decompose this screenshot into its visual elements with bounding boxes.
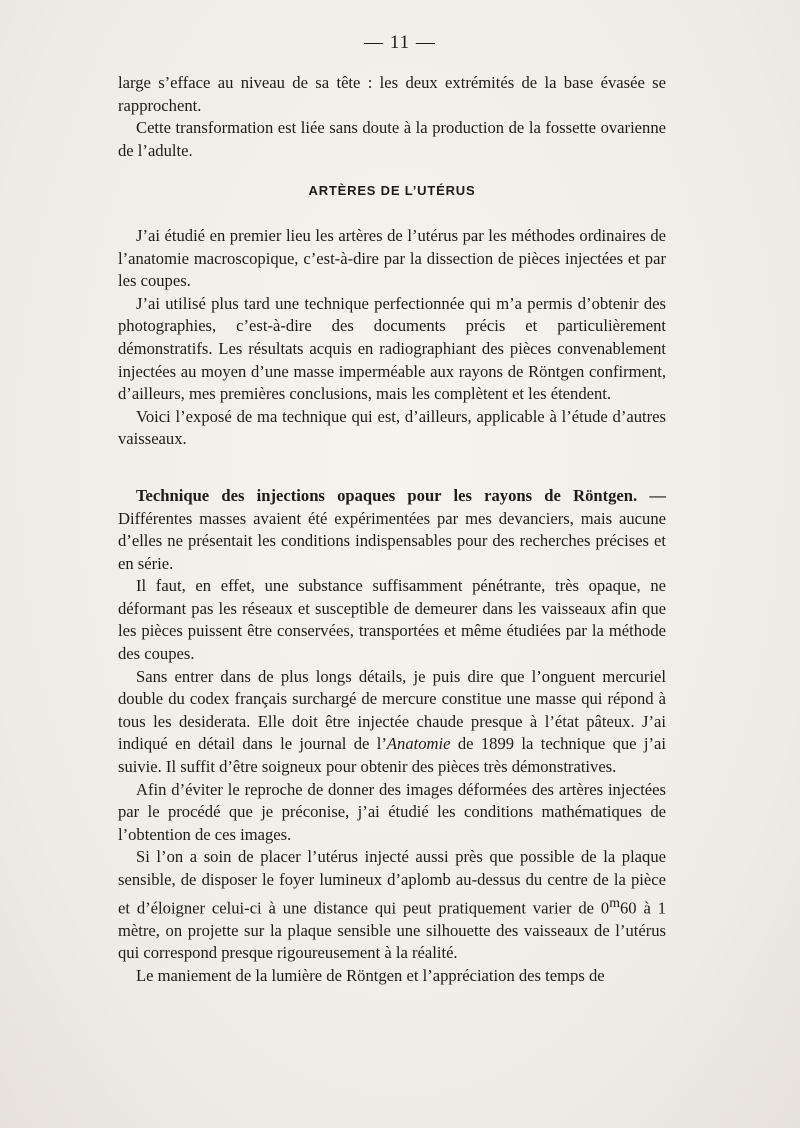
run-in-heading: Technique des injections opaques pour les rayons de Röntgen. — [136,485,666,505]
page-body [118,72,666,988]
unit-superscript: m [609,894,620,910]
paragraph-onguent-text-b: de 1899 la technique que j’ai suivie. Il suffit d’être soigneux pour obtenir des pièces très démonstratives. [118,734,666,777]
paragraph-plaque-text-a: Si l’on a soin de placer l’utérus injecté aussi près que possible de la plaque sensible, de disposer le foyer lumineux d’aplomb au-dessus du centre de la pièce et d’éloigner celui-ci à une distance qui peut pratiquement varier de 0 [118,847,666,918]
section-heading: ARTÈRES DE L’UTÉRUS [308,183,476,199]
paragraph-substance: Il faut, en effet, une substance suffisamment pénétrante, très opaque, ne déformant pas les réseaux et susceptible de demeurer dans les vaisseaux afin que les pièces puissent être conservées, transportées et même étudiées par la méthode des coupes. [118,576,666,664]
paragraph-plaque-text-b: 60 à 1 mètre, on projette sur la plaque sensible une silhouette des vaisseaux de l’utérus qui correspond presque rigoureusement à la réalité. [118,898,666,963]
paragraph-methods: J’ai étudié en premier lieu les artères de l’utérus par les méthodes ordinaires de l’anatomie macroscopique, c’est-à-dire par la dissection de pièces injectées et par les coupes. [118,225,666,291]
paragraph-technique: J’ai utilisé plus tard une technique perfectionnée qui m’a permis d’obtenir des photographies, c’est-à-dire des documents précis et particulièrement démonstratifs. Les résultats acquis en radiographiant des pièces convenablement injectées au moyen d’une masse imperméable aux rayons de Röntgen confirment, d’ailleurs, mes premières conclusions, mais les complètent et les étendent. [118,293,666,404]
paragraph-continuation: large s’efface au niveau de sa tête : les deux extrémités de la base évasée se rapprochent. [118,73,666,115]
journal-title: Anatomie [386,734,451,754]
paragraph-expose: Voici l’exposé de ma technique qui est, d’ailleurs, applicable à l’étude d’autres vaisseaux. [118,406,666,449]
paragraph-plaque [118,846,666,965]
paragraph-injections-text: Différentes masses avaient été expérimentées par mes devanciers, mais aucune d’elles ne présentait les conditions indispensables pour des recherches précises et en série. [118,508,666,573]
page-number: — 11 — [364,32,436,53]
paragraph-maniement: Le maniement de la lumière de Röntgen et l’appréciation des temps de [136,965,605,985]
paragraph-injections [118,485,666,575]
paragraph-onguent-text-a: Sans entrer dans de plus longs détails, je puis dire que l’onguent mercuriel double du codex français surchargé de mercure constitue une masse qui répond à tous les desiderata. Elle doit être injectée chaude presque à l’état pâteux. J’ai indiqué en détail dans le journal de l’ [118,666,666,754]
paragraph-onguent [118,666,666,779]
paragraph-images: Afin d’éviter le reproche de donner des images déformées des artères injectées par le procédé que je préconise, j’ai étudié les conditions mathématiques de l’obtention de ces images. [118,779,666,844]
paragraph-transformation: Cette transformation est liée sans doute à la production de la fossette ovarienne de l’adulte. [118,118,666,160]
